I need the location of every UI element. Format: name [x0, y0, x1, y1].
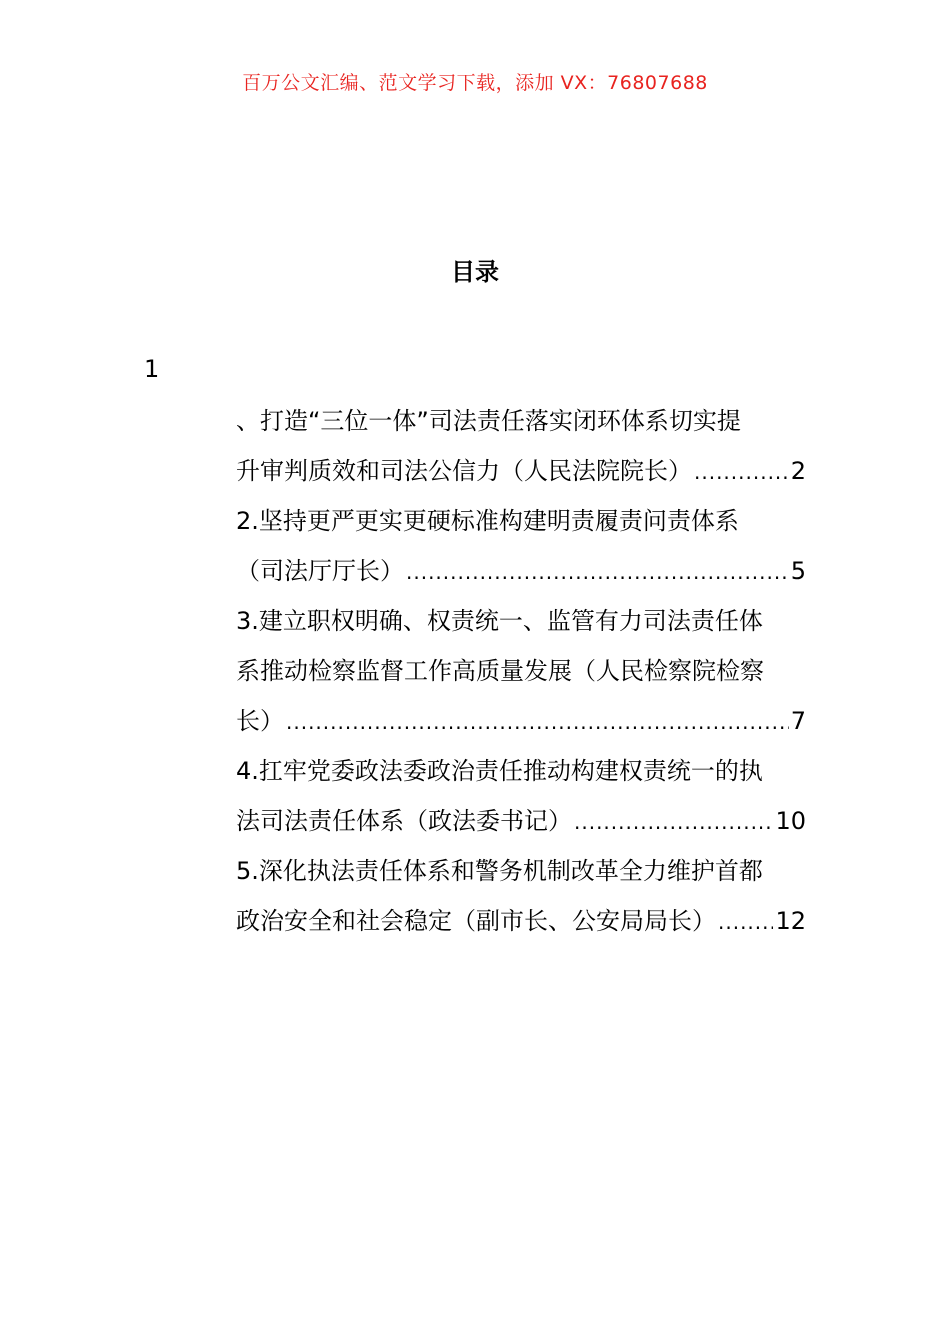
- toc-entry-2[interactable]: [236, 496, 806, 596]
- toc-entry-text: 2.坚持更严更实更硬标准构建明责履责问责体系: [236, 507, 739, 535]
- dot-leader: [718, 897, 773, 947]
- toc-entry-line: [236, 846, 806, 896]
- dot-leader: [574, 797, 773, 847]
- toc-entry-line: [236, 396, 806, 446]
- toc-entry-text: 法司法责任体系（政法委书记）: [236, 807, 572, 835]
- dot-leader: [286, 697, 789, 747]
- toc-entry-text: 政治安全和社会稳定（副市长、公安局局长）: [236, 907, 716, 935]
- toc-entry-text: 长）: [236, 707, 284, 735]
- toc-page-number: 7: [790, 707, 806, 735]
- toc-entry-line: [236, 496, 806, 546]
- toc-entry-line: [236, 746, 806, 796]
- toc-page-number: 12: [775, 907, 806, 935]
- toc-entry-text: 系推动检察监督工作高质量发展（人民检察院检察: [236, 657, 764, 685]
- toc-entry-last-line: [236, 696, 806, 746]
- table-of-contents: [236, 396, 806, 946]
- toc-entry-last-line: [236, 896, 806, 946]
- toc-page-number: 10: [775, 807, 806, 835]
- dot-leader: [694, 447, 789, 497]
- toc-entry-1[interactable]: [236, 396, 806, 496]
- toc-entry-text: （司法厅厅长）: [236, 557, 404, 585]
- toc-entry-text: 4.扛牢党委政法委政治责任推动构建权责统一的执: [236, 757, 763, 785]
- toc-entry-last-line: [236, 546, 806, 596]
- toc-page-number: 2: [790, 457, 806, 485]
- toc-entry-line: [236, 646, 806, 696]
- toc-entry-line: [236, 596, 806, 646]
- toc-entry-3[interactable]: [236, 596, 806, 746]
- toc-first-number: 1: [144, 355, 160, 383]
- toc-page-number: 5: [790, 557, 806, 585]
- header-download-note: 百万公文汇编、范文学习下载，添加 VX：76807688: [242, 72, 708, 94]
- toc-title: 目录: [451, 258, 499, 286]
- toc-entry-5[interactable]: [236, 846, 806, 946]
- toc-entry-4[interactable]: [236, 746, 806, 846]
- toc-entry-text: 3.建立职权明确、权责统一、监管有力司法责任体: [236, 607, 763, 635]
- toc-entry-text: 、打造“三位一体”司法责任落实闭环体系切实提: [236, 407, 741, 435]
- toc-entry-text: 5.深化执法责任体系和警务机制改革全力维护首都: [236, 857, 763, 885]
- toc-entry-last-line: [236, 446, 806, 496]
- toc-entry-text: 升审判质效和司法公信力（人民法院院长）: [236, 457, 692, 485]
- toc-entry-last-line: [236, 796, 806, 846]
- dot-leader: [406, 547, 789, 597]
